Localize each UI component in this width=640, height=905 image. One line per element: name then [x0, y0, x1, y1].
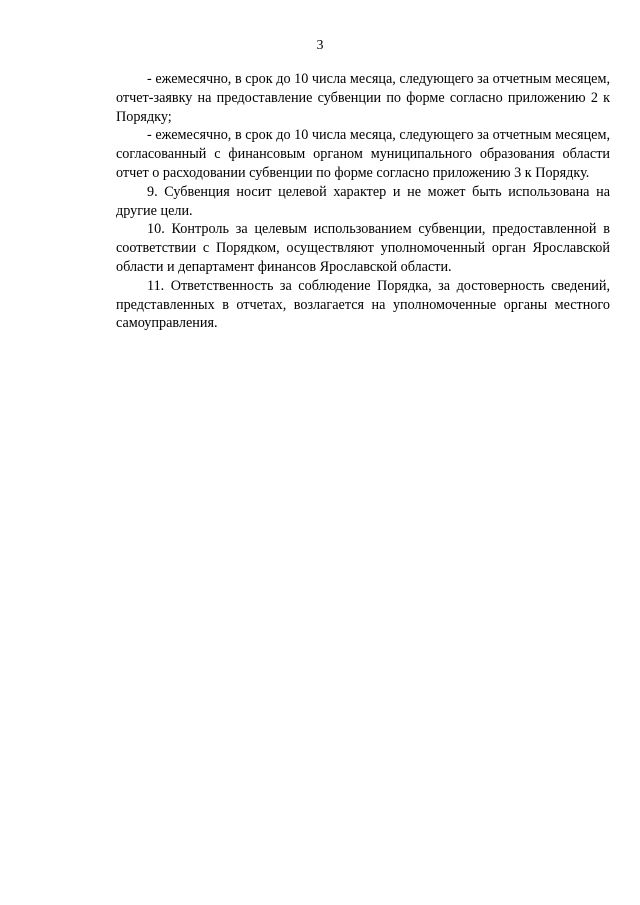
paragraph-item-9: 9. Субвенция носит целевой характер и не может быть использована на другие цели.	[116, 183, 610, 219]
document-body	[116, 70, 610, 333]
paragraph-monthly-request: - ежемесячно, в срок до 10 числа месяца, следующего за отчетным месяцем, отчет-заявку на предоставление субвенции по форме согласно приложению 2 к Порядку;	[116, 71, 610, 125]
paragraph-item-11: 11. Ответственность за соблюдение Порядка, за достоверность сведений, представленных в отчетах, возлагается на уполномоченные органы местного самоуправления.	[116, 277, 610, 332]
paragraph-monthly-report: - ежемесячно, в срок до 10 числа месяца, следующего за отчетным месяцем, согласованный с финансовым органом муниципального образования области отчет о расходовании субвенции по форме согласно приложению 3 к Порядку.	[116, 127, 610, 181]
paragraph-item-10: 10. Контроль за целевым использованием субвенции, предоставленной в соответствии с Порядком, осуществляют уполномоченный орган Ярославской области и департамент финансов Ярославской области.	[116, 221, 610, 275]
page-number: 3	[316, 38, 324, 53]
